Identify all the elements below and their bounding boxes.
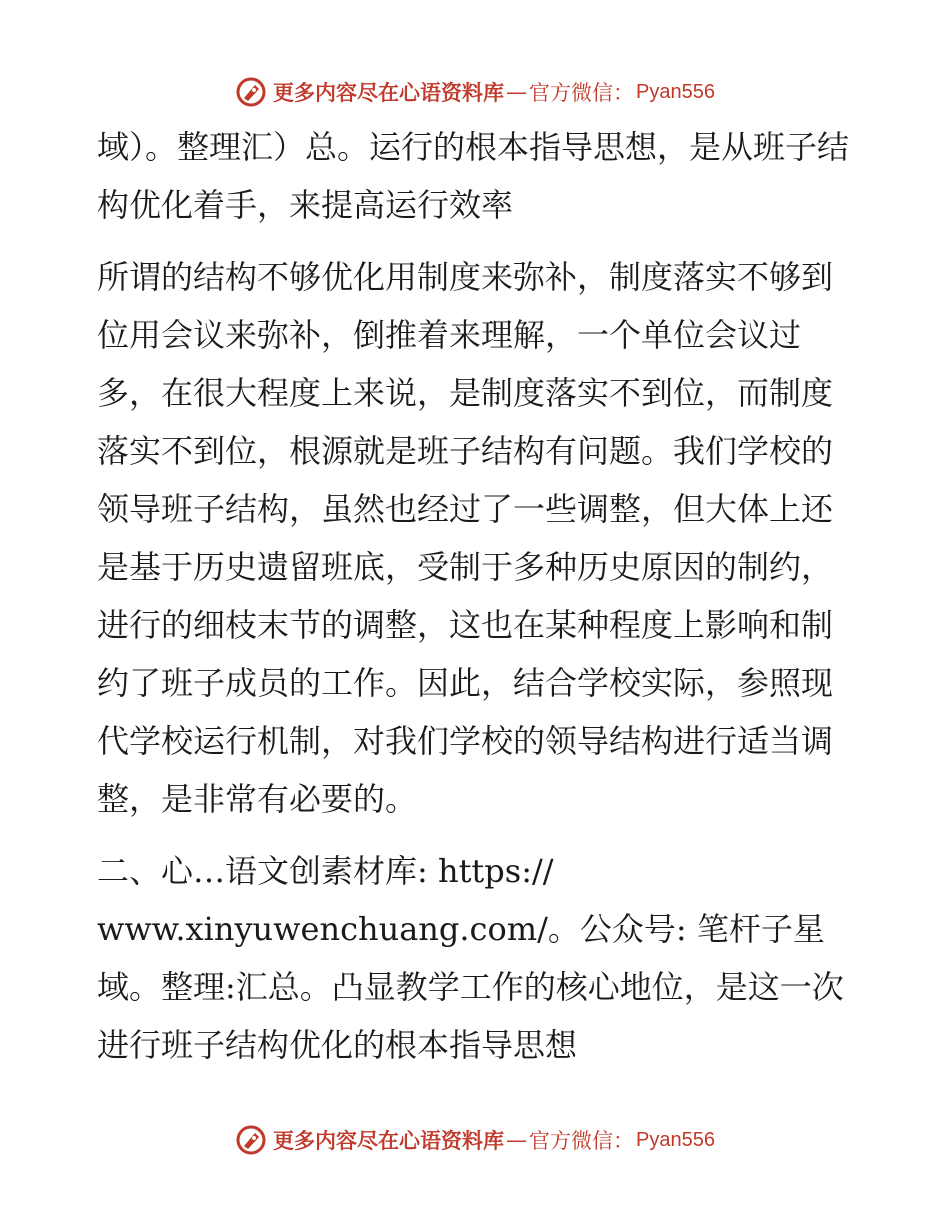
banner-separator: — (506, 80, 528, 104)
paragraph-1: 域）。整理汇）总。运行的根本指导思想，是从班子结构优化着手，来提高运行效率 (97, 128, 850, 224)
banner-wechat-label: 官方微信： (529, 81, 635, 105)
banner-wechat-handle: Pyan556 (636, 80, 715, 103)
paragraph-3-line-2: www.xinyuwenchuang.com/。公众号: 笔杆子星 (97, 910, 825, 948)
banner-title: 更多内容尽在心语资料库 (273, 1128, 505, 1153)
footer-banner (0, 1120, 950, 1160)
pen-nib-logo-icon (235, 76, 267, 108)
paragraph-3-line-1: 二、心…语文创素材库: https:// (97, 852, 554, 890)
document-body (97, 118, 857, 1074)
banner-title: 更多内容尽在心语资料库 (273, 80, 505, 105)
banner-separator: — (506, 1128, 528, 1152)
pen-nib-logo-icon (235, 1124, 267, 1156)
header-banner (0, 72, 950, 112)
banner-wechat-handle: Pyan556 (636, 1128, 715, 1151)
paragraph-2: 所谓的结构不够优化用制度来弥补，制度落实不够到位用会议来弥补，倒推着来理解，一个单位会议过多，在很大程度上来说，是制度落实不到位，而制度落实不到位，根源就是班子结构有问题。我们学校的领导班子结构，虽然也经过了一些调整，但大体上还是基于历史遗留班底，受制于多种历史原因的制约，进行的细枝末节的调整，这也在某种程度上影响和制约了班子成员的工作。因此，结合学校实际，参照现代学校运行机制，对我们学校的领导结构进行适当调整，是非常有必要的。 (97, 258, 834, 818)
banner-wechat-label: 官方微信： (529, 1129, 635, 1153)
paragraph-3-line-3: 域。整理:汇总。凸显教学工作的核心地位，是这一次进行班子结构优化的根本指导思想 (97, 968, 844, 1064)
